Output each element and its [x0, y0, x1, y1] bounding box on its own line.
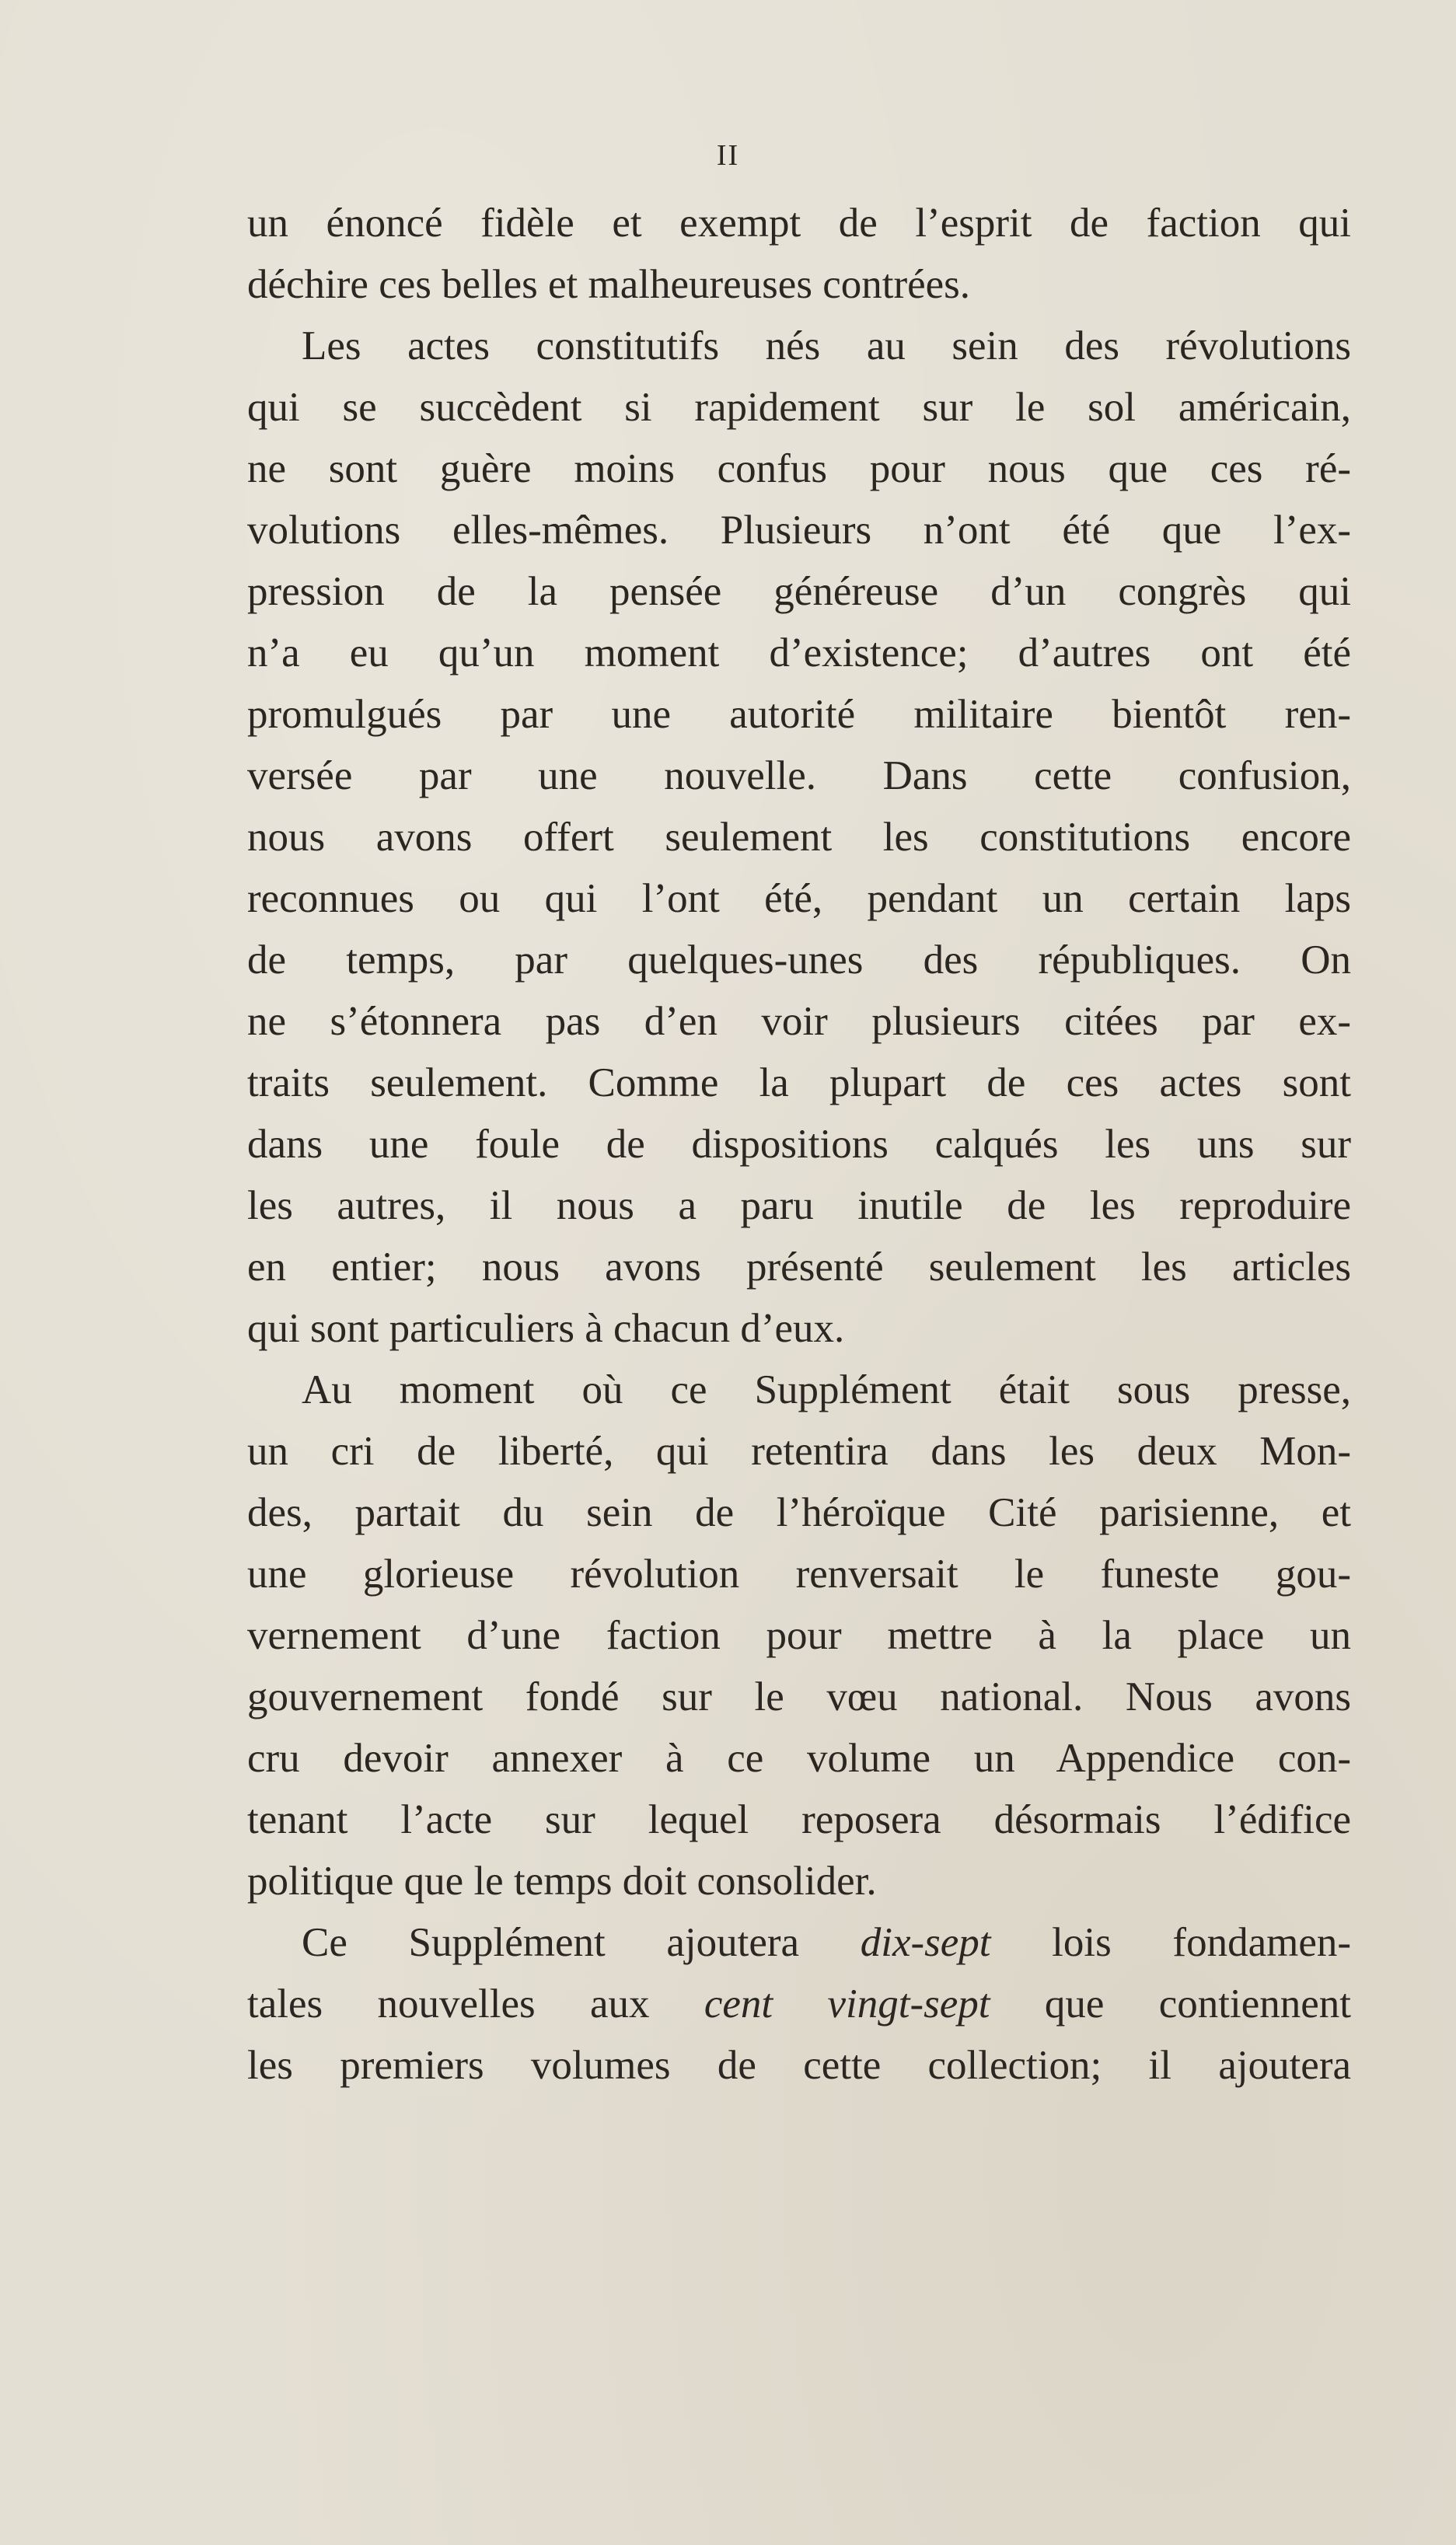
text-line: [247, 1298, 1351, 1360]
text-line: [247, 1421, 1351, 1482]
text-line: [247, 316, 1351, 377]
text-line: [247, 377, 1351, 438]
text-span: une glorieuse révolution renversait le funeste gou-: [247, 1552, 1351, 1597]
text-line: [247, 254, 1351, 316]
text-span: politique que le temps doit consolider.: [247, 1859, 877, 1904]
text-span: ne s’étonnera pas d’en voir plusieurs citées par ex-: [247, 999, 1351, 1044]
body-text: [247, 193, 1351, 2096]
text-span: cru devoir annexer à ce volume un Appendice con-: [247, 1736, 1351, 1781]
text-span: un énoncé fidèle et exempt de l’esprit de faction qui: [247, 201, 1351, 246]
text-line: [247, 930, 1351, 991]
text-span: reconnues ou qui l’ont été, pendant un certain laps: [247, 876, 1351, 921]
text-line: [247, 1237, 1351, 1298]
text-line: [247, 1544, 1351, 1605]
text-line: [247, 684, 1351, 745]
text-line: [247, 1360, 1351, 1421]
text-span: ne sont guère moins confus pour nous que ces ré-: [247, 446, 1351, 491]
text-line: [247, 1482, 1351, 1544]
text-span: tenant l’acte sur lequel reposera désormais l’édifice: [247, 1797, 1351, 1842]
text-span: Les actes constitutifs nés au sein des révolutions: [302, 323, 1351, 368]
text-span: les premiers volumes de cette collection; il ajoutera: [247, 2043, 1351, 2088]
text-line: [247, 438, 1351, 500]
text-span: dans une foule de dispositions calqués les uns sur: [247, 1122, 1351, 1167]
text-line: [247, 745, 1351, 807]
text-line: [247, 623, 1351, 684]
text-span: promulgués par une autorité militaire bientôt ren-: [247, 692, 1351, 737]
text-line: [247, 1728, 1351, 1789]
text-span: nous avons offert seulement les constitutions encore: [247, 815, 1351, 860]
text-line: [247, 868, 1351, 930]
text-span: versée par une nouvelle. Dans cette confusion,: [247, 753, 1351, 798]
text-line: [247, 991, 1351, 1053]
text-line: [247, 1789, 1351, 1851]
text-line: [247, 1974, 1351, 2035]
text-span: un cri de liberté, qui retentira dans les deux Mon-: [247, 1429, 1351, 1474]
text-span: des, partait du sein de l’héroïque Cité parisienne, et: [247, 1490, 1351, 1535]
text-line: [247, 2035, 1351, 2096]
text-line: [247, 807, 1351, 868]
text-line: [247, 1114, 1351, 1175]
text-line: [247, 193, 1351, 254]
page-number: II: [716, 139, 740, 172]
italic-text: dix-sept: [860, 1920, 991, 1965]
text-line: [247, 1912, 1351, 1974]
text-span: lois fondamen-: [990, 1920, 1351, 1965]
text-line: [247, 1667, 1351, 1728]
text-span: les autres, il nous a paru inutile de les reproduire: [247, 1183, 1351, 1228]
text-line: [247, 1851, 1351, 1912]
text-span: n’a eu qu’un moment d’existence; d’autres ont été: [247, 630, 1351, 676]
text-line: [247, 500, 1351, 561]
text-span: qui se succèdent si rapidement sur le sol américain,: [247, 385, 1351, 430]
text-span: traits seulement. Comme la plupart de ces actes sont: [247, 1060, 1351, 1105]
text-span: vernement d’une faction pour mettre à la place un: [247, 1613, 1351, 1658]
text-span: gouvernement fondé sur le vœu national. Nous avons: [247, 1674, 1351, 1719]
text-line: [247, 1175, 1351, 1237]
text-span: déchire ces belles et malheureuses contrées.: [247, 262, 971, 307]
text-span: volutions elles-mêmes. Plusieurs n’ont été que l’ex-: [247, 508, 1351, 553]
text-span: tales nouvelles aux: [247, 1981, 704, 2027]
text-span: que contiennent: [990, 1981, 1351, 2027]
text-span: de temps, par quelques-unes des républiques. On: [247, 937, 1351, 983]
text-span: Ce Supplément ajoutera: [302, 1920, 861, 1965]
text-span: en entier; nous avons présenté seulement les articles: [247, 1245, 1351, 1290]
text-span: Au moment où ce Supplément était sous presse,: [302, 1367, 1351, 1412]
text-line: [247, 561, 1351, 623]
text-line: [247, 1053, 1351, 1114]
text-span: qui sont particuliers à chacun d’eux.: [247, 1306, 845, 1351]
text-line: [247, 1605, 1351, 1667]
italic-text: cent vingt-sept: [704, 1981, 990, 2027]
text-span: pression de la pensée généreuse d’un congrès qui: [247, 569, 1351, 614]
